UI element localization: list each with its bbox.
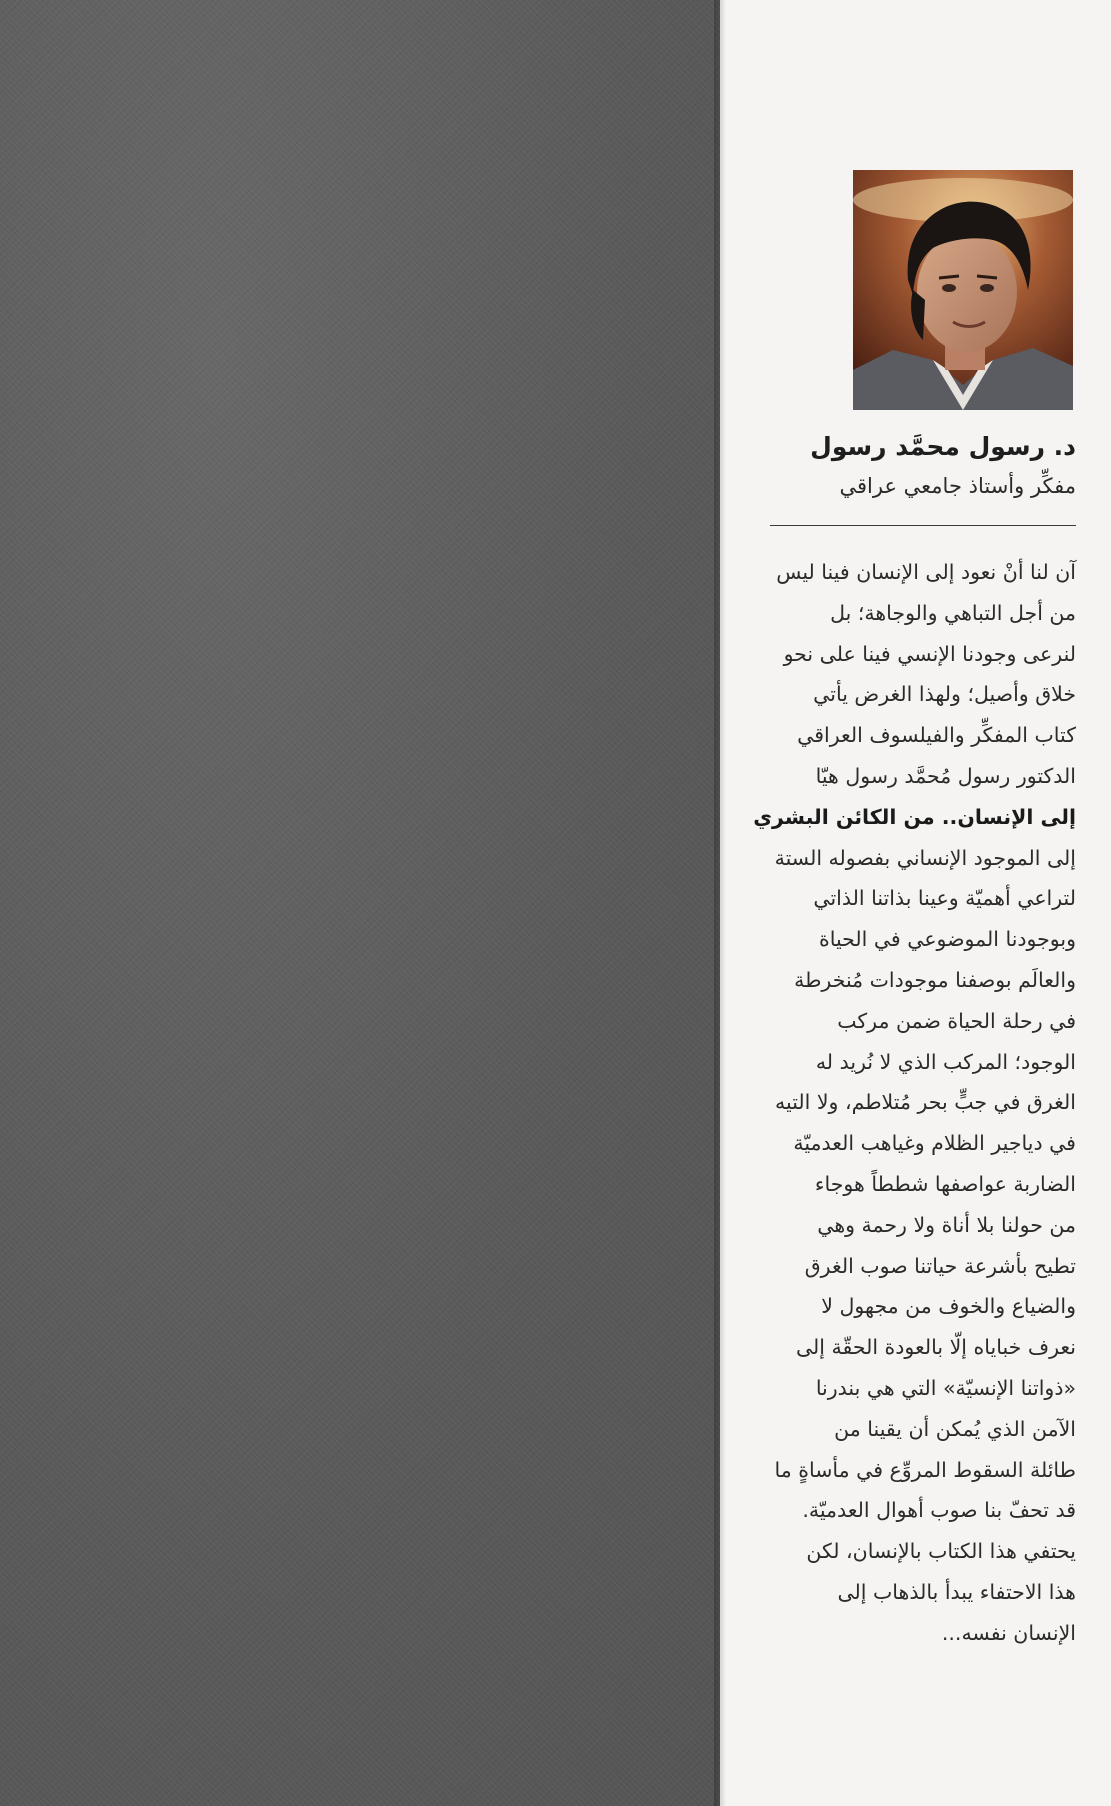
blurb-line: الآمن الذي يُمكن أن يقينا من bbox=[834, 1416, 1076, 1441]
blurb-line: وبوجودنا الموضوعي في الحياة bbox=[818, 927, 1076, 952]
blurb-line: في دياجير الظلام وغياهب العدميّة bbox=[793, 1131, 1076, 1156]
blurb-line: آن لنا أنْ نعود إلى الإنسان فينا ليس bbox=[776, 560, 1076, 584]
blurb-line: من حولنا بلا أناة ولا رحمة وهي bbox=[817, 1212, 1076, 1237]
blurb-line: قد تحفّ بنا صوب أهوال العدميّة. bbox=[802, 1498, 1076, 1523]
blurb-line: طائلة السقوط المروِّع في مأساةٍ ما bbox=[774, 1457, 1076, 1482]
blurb-line: إلى الموجود الإنساني بفصوله الستة bbox=[774, 845, 1076, 870]
blurb-line: خلاق وأصيل؛ ولهذا الغرض يأتي bbox=[813, 682, 1076, 707]
blurb-line: الدكتور رسول مُحمَّد رسول هيّا bbox=[815, 763, 1076, 788]
blurb-line: «ذواتنا الإنسيّة» التي هي بندرنا bbox=[815, 1375, 1076, 1400]
blurb-line: الإنسان نفسه... bbox=[941, 1620, 1076, 1645]
blurb-line: لتراعي أهميّة وعينا بذاتنا الذاتي bbox=[813, 886, 1076, 911]
blurb-line: الضاربة عواصفها شططاً هوجاء bbox=[814, 1171, 1076, 1196]
blurb-line: والضياع والخوف من مجهول لا bbox=[821, 1294, 1076, 1319]
divider bbox=[770, 525, 1076, 526]
author-name: د. رسول محمَّد رسول bbox=[810, 432, 1076, 461]
blurb-line: في رحلة الحياة ضمن مركب bbox=[837, 1008, 1076, 1033]
blurb-line: والعالَم بوصفنا موجودات مُنخرطة bbox=[794, 967, 1076, 992]
blurb-line: الغرق في جبٍّ بحر مُتلاطم، ولا التيه bbox=[775, 1090, 1076, 1115]
blurb-line: تطيح بأشرعة حياتنا صوب الغرق bbox=[804, 1253, 1076, 1278]
blurb-text bbox=[753, 552, 1076, 1654]
blurb-line: يحتفي هذا الكتاب بالإنسان، لكن bbox=[806, 1539, 1076, 1564]
blurb-line: من أجل التباهي والوجاهة؛ بل bbox=[830, 600, 1076, 625]
blurb-line: هذا الاحتفاء يبدأ بالذهاب إلى bbox=[837, 1579, 1076, 1604]
spine-shadow bbox=[714, 0, 726, 1806]
blurb-line: الوجود؛ المركب الذي لا نُريد له bbox=[815, 1049, 1076, 1074]
author-title: مفكِّر وأستاذ جامعي عراقي bbox=[839, 474, 1076, 498]
blurb-line: نعرف خباياه إلّا بالعودة الحقّة إلى bbox=[795, 1335, 1076, 1360]
author-photo bbox=[853, 170, 1073, 410]
blurb-line: لنرعى وجودنا الإنسي فينا على نحو bbox=[783, 641, 1076, 666]
blurb-line: كتاب المفكِّر والفيلسوف العراقي bbox=[797, 723, 1076, 748]
blurb-line-bold: إلى الإنسان.. من الكائن البشري bbox=[753, 804, 1076, 829]
